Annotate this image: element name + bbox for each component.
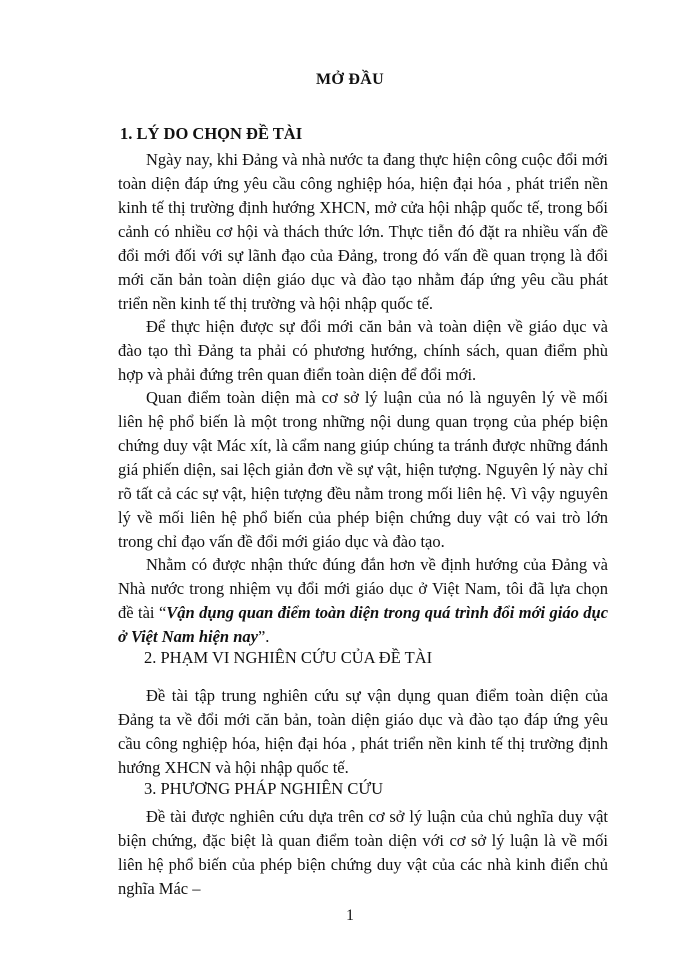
paragraph-1: Ngày nay, khi Đảng và nhà nước ta đang thực hiện công cuộc đổi mới toàn diện đáp ứng yêu cầu công nghiệp hóa, hiện đại hóa , phát triển nền kinh tế thị trường định hướng XHCN, mở cửa hội nhập quốc tế, trong bối cảnh có nhiều cơ hội và thách thức lớn. Thực tiễn đó đặt ra nhiều vấn đề đổi mới đối với sự lãnh đạo của Đảng, trong đó vấn đề quan trọng là đổi mới căn bản toàn diện giáo dục và đào tạo nhằm đáp ứng yêu cầu phát triển nền kinh tế thị trường và hội nhập quốc tế. <box>118 150 608 313</box>
paragraph-5: Đề tài tập trung nghiên cứu sự vận dụng quan điểm toàn diện của Đảng ta về đổi mới căn bản, toàn diện giáo dục và đào tạo đáp ứng yêu cầu công nghiệp hóa, hiện đại hóa , phát triển nền kinh tế thị trường định hướng XHCN và hội nhập quốc tế. <box>118 686 608 777</box>
topic-title-emphasis: Vận dụng quan điểm toàn diện trong quá trình đổi mới giáo dục ở Việt Nam hiện nay <box>118 603 609 646</box>
page-number: 1 <box>346 907 354 924</box>
section2-heading: 2. PHẠM VI NGHIÊN CỨU CỦA ĐỀ TÀI <box>144 648 433 667</box>
paragraph-3: Quan điểm toàn diện mà cơ sở lý luận của nó là nguyên lý về mối liên hệ phổ biến là một trong những nội dung quan trọng của phép biện chứng duy vật Mác xít, là cẩm nang giúp chúng ta tránh được những đánh giá phiến diện, sai lệch giản đơn về sự vật, hiện tượng. Nguyên lý này chỉ rõ tất cả các sự vật, hiện tượng đều nằm trong mối liên hệ. Vì vậy nguyên lý về mối liên hệ phổ biến của phép biện chứng duy vật có vai trò lớn trong chỉ đạo vấn đề đổi mới giáo dục và đào tạo. <box>118 388 608 551</box>
section1-heading: 1. LÝ DO CHỌN ĐỀ TÀI <box>120 124 303 143</box>
paragraph-4-text: Nhằm có được nhận thức đúng đắn hơn về định hướng của Đảng và Nhà nước trong nhiệm vụ đổi mới giáo dục ở Việt Nam, tôi đã lựa chọn đề tài “ <box>118 555 608 622</box>
page-title: MỞ ĐẦU <box>315 71 384 88</box>
paragraph-4 <box>118 553 608 649</box>
paragraph-2: Để thực hiện được sự đổi mới căn bản và toàn diện về giáo dục và đào tạo thì Đảng ta phải có phương hướng, chính sách, quan điểm phù hợp và phải đứng trên quan điển toàn diện để đổi mới. <box>118 317 608 384</box>
paragraph-4-end: ”. <box>257 627 270 646</box>
paragraph-6: Đề tài được nghiên cứu dựa trên cơ sở lý luận của chủ nghĩa duy vật biện chứng, đặc biệt là quan điểm toàn diện với cơ sở lý luận là về mối liên hệ phổ biến của phép biện chứng duy vật của các nhà kinh điển chủ nghĩa Mác – <box>118 807 608 898</box>
section3-heading: 3. PHƯƠNG PHÁP NGHIÊN CỨU <box>144 779 384 798</box>
